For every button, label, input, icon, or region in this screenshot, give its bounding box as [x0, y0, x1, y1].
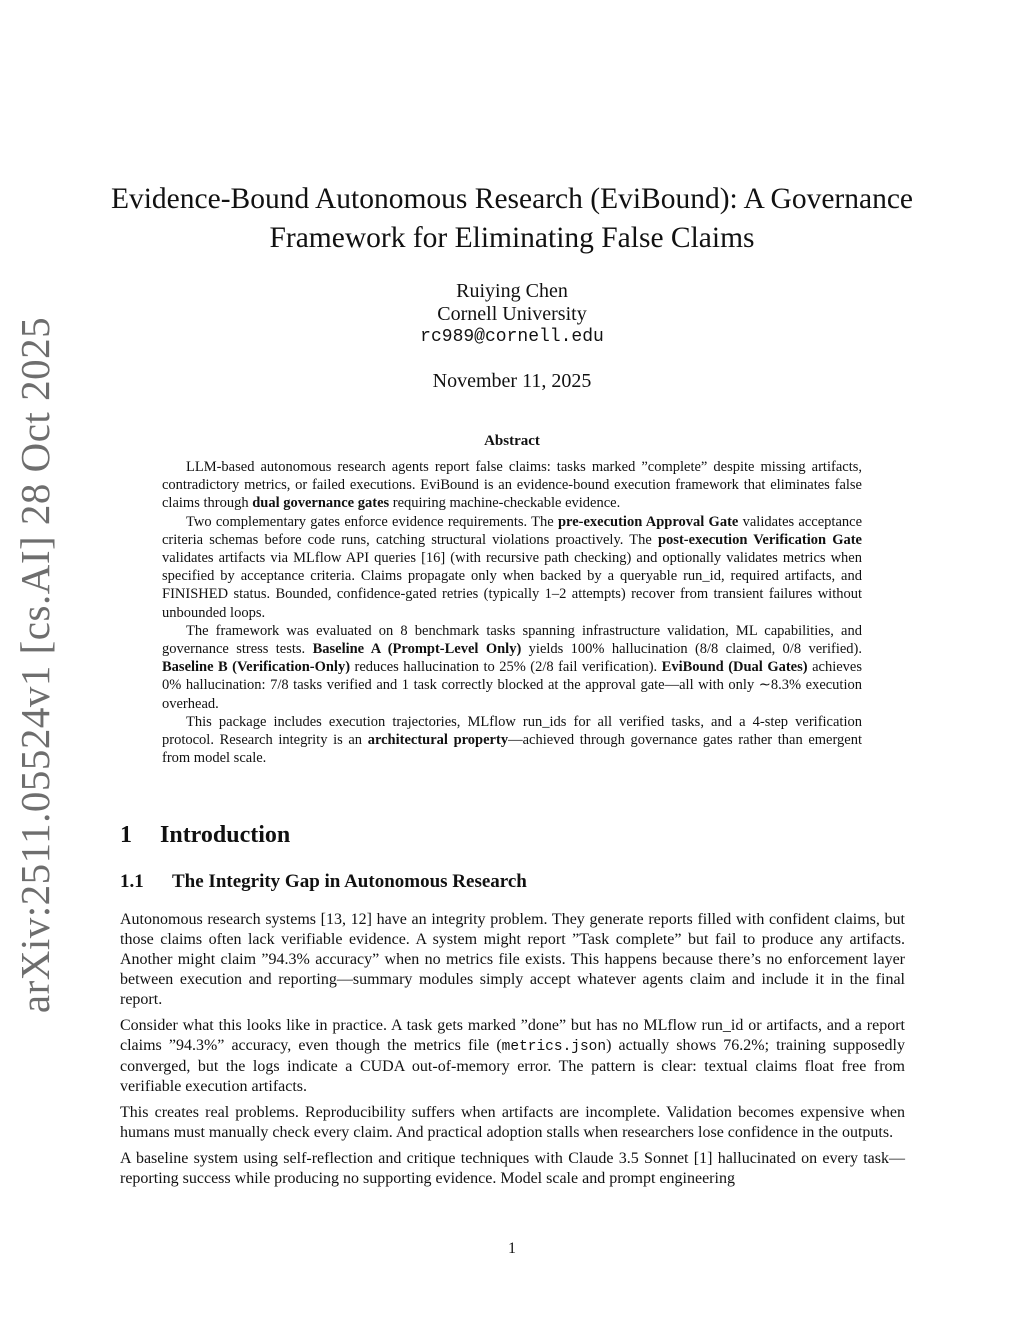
author-name: Ruiying Chen [456, 280, 568, 302]
section-title: Introduction [160, 822, 291, 848]
abstract-heading: Abstract [484, 433, 540, 449]
arxiv-identifier: arXiv:2511.05524v1 [cs.AI] 28 Oct 2025 [12, 316, 58, 1014]
abstract [162, 458, 862, 767]
metrics-file-code: metrics.json [501, 1039, 607, 1055]
subsection-title: The Integrity Gap in Autonomous Research [172, 871, 527, 892]
body-paragraph-1: Autonomous research systems [13, 12] have an integrity problem. They generate reports filled with confident claims, but those claims often lack verifiable evidence. A system might report ”Task complete” but fail to produce any artifacts. Another might claim ”94.3% accuracy” when no metrics file exists. This happens because there’s no enforcement layer between execution and reporting—summary modules simply accept whatever agents claim and include it in the final report. [120, 911, 905, 1008]
body-paragraph-4: A baseline system using self-reflection and critique techniques with Claude 3.5 Sonnet [1] hallucinated on every task—reporting success while producing no supporting evidence. Model scale and prompt engineering [120, 1150, 905, 1187]
subsection-number: 1.1 [120, 871, 144, 892]
title-line-2: Framework for Eliminating False Claims [269, 222, 755, 254]
abstract-paragraph-1: LLM-based autonomous research agents report false claims: tasks marked ”complete” despite missing artifacts, contradictory metrics, or failed executions. EviBound is an evidence-bound execution framework that eliminates false claims through dual governance gates requiring machine-checkable evidence. [162, 459, 862, 512]
abstract-paragraph-3: The framework was evaluated on 8 benchmark tasks spanning infrastructure validation, ML capabilities, and governance stress tests. Baseline A (Prompt-Level Only) yields 100% hallucination (8/8 claimed, 0/8 verified). Baseline B (Verification-Only) reduces hallucination to 25% (2/8 fail verification). EviBound (Dual Gates) achieves 0% hallucination: 7/8 tasks verified and 1 task correctly blocked at the approval gate—all with only ∼8.3% execution overhead. [162, 622, 862, 712]
arxiv-side-stamp [10, 316, 60, 1014]
body-paragraph-3: This creates real problems. Reproducibility suffers when artifacts are incomplete. Validation becomes expensive when humans must manually check every claim. And practical adoption stalls when researchers lose confidence in the outputs. [120, 1104, 905, 1141]
subsection-heading [120, 871, 904, 893]
author-block [300, 280, 724, 349]
author-affiliation: Cornell University [437, 303, 587, 325]
section-number: 1 [120, 822, 132, 848]
body-paragraph-2: Consider what this looks like in practice. A task gets marked ”done” but has no MLflow run_id or artifacts, and a report claims ”94.3%” accuracy, even though the metrics file (metrics.json) actually shows 76.2%; training supposedly converged, but the logs indicate a CUDA out-of-memory error. The pattern is clear: textual claims float free from verifiable execution artifacts. [120, 1017, 906, 1095]
page-number: 1 [508, 1240, 516, 1257]
title-line-1: Evidence-Bound Autonomous Research (EviBound): A Governance [110, 183, 914, 215]
abstract-paragraph-2: Two complementary gates enforce evidence requirements. The pre-execution Approval Gate validates acceptance criteria schemas before code runs, catching structural violations proactively. The post-execution Verification Gate validates artifacts via MLflow API queries [16] (with recursive path checking) and optionally validates metrics when specified by acceptance criteria. Claims propagate only when backed by a queryable run_id, required artifacts, and FINISHED status. Bounded, confidence-gated retries (typically 1–2 attempts) recover from transient failures without unbounded loops. [162, 513, 863, 621]
abstract-paragraph-4: This package includes execution trajectories, MLflow run_ids for all verified tasks, and a 4-step verification protocol. Research integrity is an architectural property—achieved through governance gates rather than emergent from model scale. [162, 713, 863, 767]
paper-title [100, 180, 924, 258]
author-email: rc989@cornell.edu [420, 327, 604, 347]
paper-date: November 11, 2025 [432, 370, 592, 392]
section-heading [120, 822, 904, 849]
body-text [120, 910, 905, 1195]
